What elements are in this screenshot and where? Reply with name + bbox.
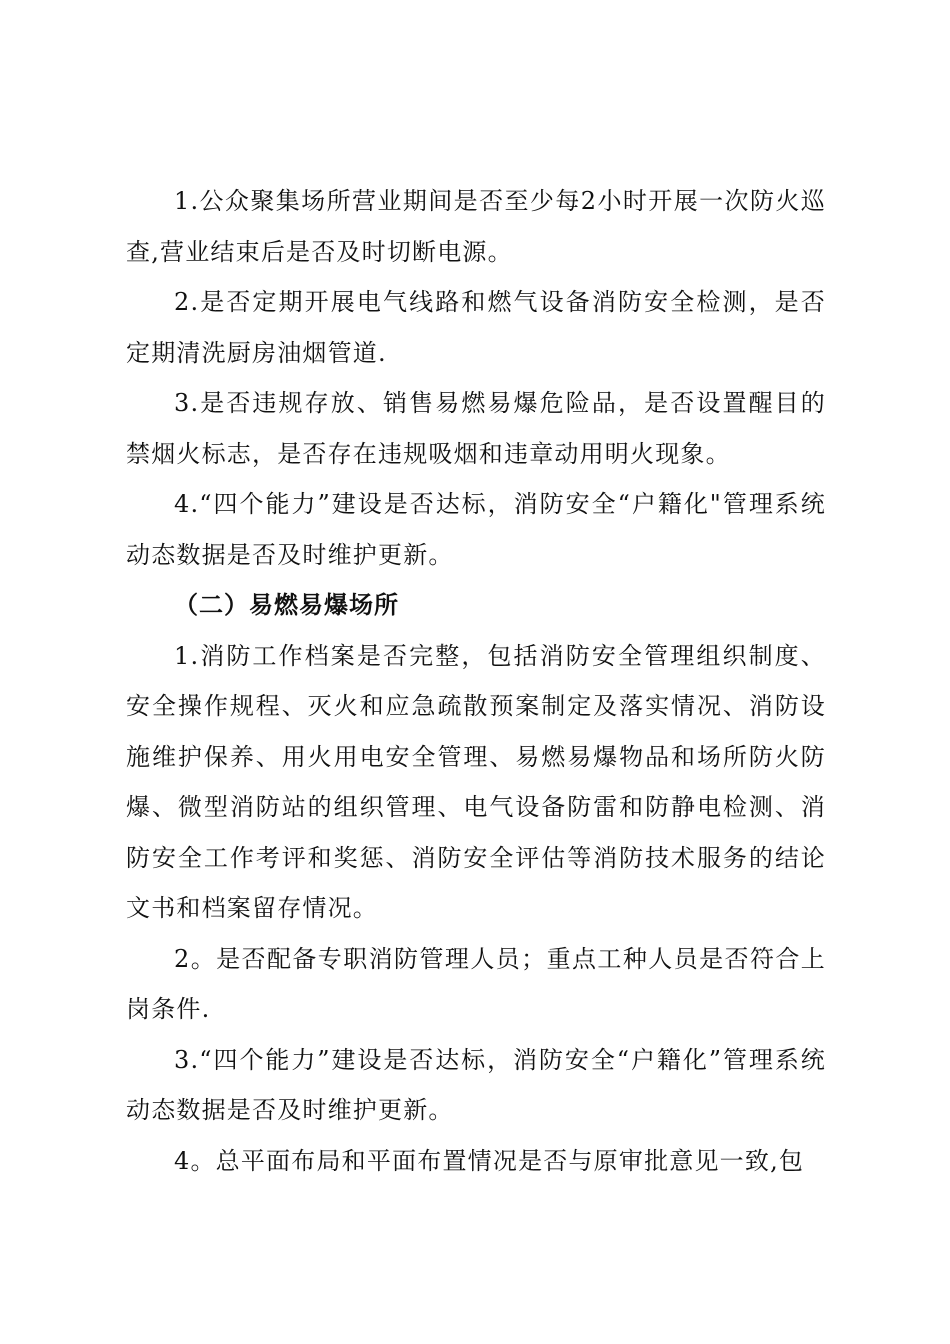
section-heading-flammable-sites: （二）易燃易爆场所 [174,591,399,619]
paragraph-hazardous-goods-storage: 3.是否违规存放、销售易燃易爆危险品，是否设置醒目的禁烟火标志，是否存在违规吸烟和违章动用明火现象。 [126,389,826,468]
paragraph-fire-management-staff: 2。是否配备专职消防管理人员；重点工种人员是否符合上岗条件. [126,944,826,1023]
paragraph-fire-records: 1.消防工作档案是否完整，包括消防安全管理组织制度、安全操作规程、灭火和应急疏散预案制定及落实情况、消防设施维护保养、用火用电安全管理、易燃易爆物品和场所防火防爆、微型消防站的组织管理、电气设备防雷和防静电检测、消防安全工作考评和奖惩、消防安全评估等消防技术服务的结论文书和档案留存情况。 [126,641,826,922]
paragraph-electrical-gas-inspection: 2.是否定期开展电气线路和燃气设备消防安全检测，是否定期清洗厨房油烟管道. [126,288,826,367]
document-body [126,176,826,1186]
paragraph-public-venue-patrol: 1.公众聚集场所营业期间是否至少每2小时开展一次防火巡查,营业结束后是否及时切断电源。 [126,187,826,266]
paragraph-four-capabilities: 4.“四个能力”建设是否达标，消防安全“户籍化"管理系统动态数据是否及时维护更新。 [126,490,826,569]
paragraph-four-capabilities-sites: 3.“四个能力”建设是否达标，消防安全“户籍化”管理系统动态数据是否及时维护更新。 [126,1045,826,1124]
paragraph-layout-approval: 4。总平面布局和平面布置情况是否与原审批意见一致,包 [174,1146,805,1175]
